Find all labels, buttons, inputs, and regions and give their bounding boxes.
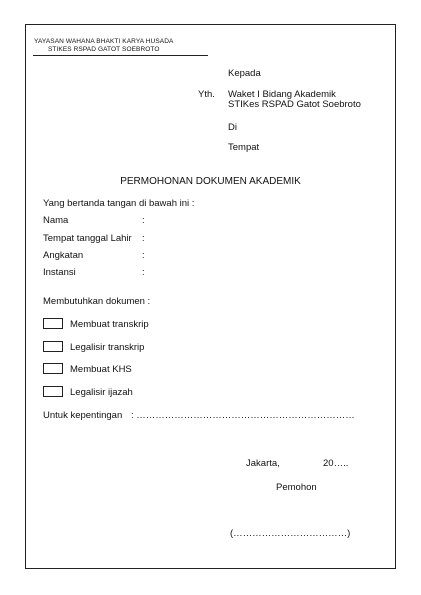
checkbox-legalisir-transkrip[interactable] [43, 341, 63, 352]
intro-text: Yang bertanda tangan di bawah ini : [43, 198, 195, 209]
field-label-instansi: Instansi [43, 267, 76, 278]
school-name: STIKES RSPAD GATOT SOEBROTO [48, 46, 160, 53]
field-label-angkatan: Angkatan [43, 250, 84, 261]
checkbox-membuat-transkrip[interactable] [43, 318, 63, 329]
addressee-yth: Yth. [198, 89, 215, 100]
document-label-membuat-khs: Membuat KHS [70, 364, 132, 375]
addressee-di: Di [228, 122, 237, 133]
addressee-line-2: STIKes RSPAD Gatot Soebroto [228, 99, 361, 110]
signature-city: Jakarta, [246, 458, 280, 469]
field-colon: : [142, 233, 145, 244]
addressee-tempat: Tempat [228, 142, 260, 153]
addressee-line-1: Waket I Bidang Akademik [228, 89, 336, 100]
document-title: PERMOHONAN DOKUMEN AKADEMIK [120, 176, 301, 187]
checkbox-legalisir-ijazah[interactable] [43, 386, 63, 397]
header-underline [33, 55, 208, 56]
addressee-kepada: Kepada [228, 68, 261, 79]
field-label-nama: Nama [43, 215, 69, 226]
document-label-legalisir-transkrip: Legalisir transkrip [70, 342, 145, 353]
document-label-legalisir-ijazah: Legalisir ijazah [70, 387, 133, 398]
field-colon: : [142, 215, 145, 226]
needs-label: Membutuhkan dokumen : [43, 296, 151, 307]
purpose-field[interactable]: : …………………………………………………………… [131, 410, 355, 421]
document-label-membuat-transkrip: Membuat transkrip [70, 319, 149, 330]
checkbox-membuat-khs[interactable] [43, 363, 63, 374]
field-colon: : [142, 267, 145, 278]
signature-name-line[interactable]: (………………………………) [230, 528, 351, 539]
foundation-name: YAYASAN WAHANA BHAKTI KARYA HUSADA [34, 38, 174, 45]
purpose-label: Untuk kepentingan [43, 410, 123, 421]
field-colon: : [142, 250, 145, 261]
signature-year: 20….. [323, 458, 349, 469]
field-label-ttl: Tempat tanggal Lahir [43, 233, 132, 244]
signature-role: Pemohon [276, 482, 317, 493]
